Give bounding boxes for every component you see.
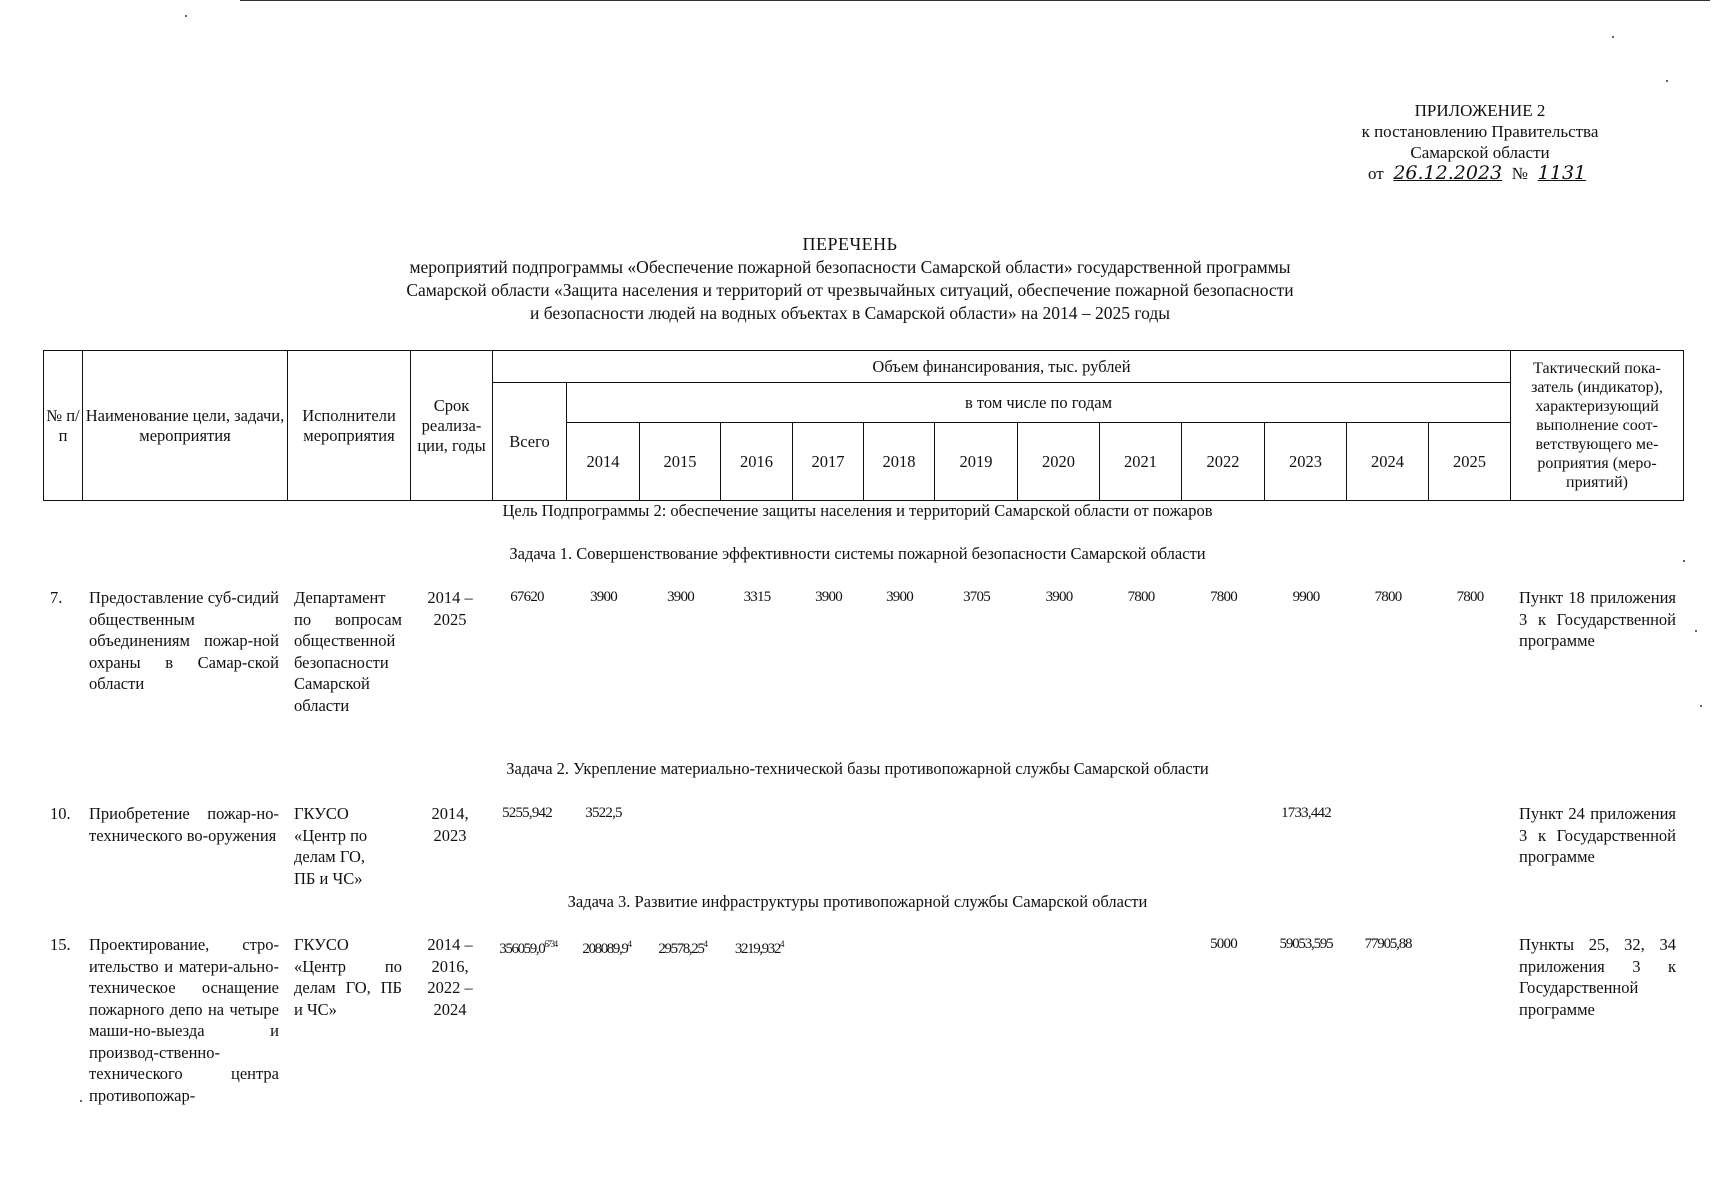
- row-indicator: Пункты 25, 32, 34 приложения 3 к Государственной программе: [1519, 935, 1676, 1019]
- year-header: 2025: [1429, 423, 1511, 501]
- row-year-2023: 9900: [1292, 589, 1320, 605]
- year-header: 2014: [567, 423, 640, 501]
- year-header: 2020: [1018, 423, 1100, 501]
- task-1: Задача 1. Совершенствование эффективности системы пожарной безопасности Самарской области: [509, 544, 1206, 563]
- row-year-2017: 3900: [815, 589, 842, 605]
- row-year-2015: 29578,25$^4$: [658, 939, 707, 957]
- document-title: [300, 233, 1400, 325]
- col-header-executors: Исполнители мероприятия: [288, 351, 411, 501]
- title-line1: мероприятий подпрограммы «Обеспечение пожарной безопасности Самарской области» государственной программы: [409, 257, 1291, 277]
- row-year-2020: 3900: [1045, 589, 1073, 605]
- scan-speck: [185, 15, 187, 17]
- row-year-2014: 208089,9$^4$: [582, 939, 631, 957]
- row-indicator: Пункт 18 приложения 3 к Государственной программе: [1519, 588, 1676, 650]
- row-year-2014: 3900: [590, 589, 617, 605]
- year-header: 2018: [864, 423, 935, 501]
- col-header-num: № п/п: [44, 351, 83, 501]
- year-header: 2022: [1182, 423, 1265, 501]
- col-header-by-years: в том числе по годам: [567, 383, 1511, 423]
- row-total: 67620: [510, 589, 544, 605]
- row-period: 2014, 2023: [431, 804, 469, 845]
- row-year-2025: 7800: [1456, 589, 1484, 605]
- title-head: ПЕРЕЧЕНЬ: [802, 234, 898, 254]
- row-name: Приобретение пожар-но-технического во-оружения: [89, 804, 279, 845]
- col-header-indicator: Тактический пока-затель (индикатор), характеризующий выполнение соот-ветствующего ме-роприятия (меро-приятий): [1511, 351, 1684, 501]
- row-period: 2014 – 2016, 2022 – 2024: [427, 935, 473, 1019]
- row-year-2014: 3522,5: [585, 805, 622, 821]
- row-name: Проектирование, стро-ительство и матери-ально-техническое оснащение пожарного депо на четыре маши-но-выезда и производ-ственно-технического центра противопожар-: [89, 935, 279, 1105]
- row-year-2024: 7800: [1374, 589, 1402, 605]
- scan-speck: [1683, 560, 1685, 562]
- row-year-2022: 5000: [1210, 936, 1237, 952]
- scan-speck: [1612, 36, 1614, 38]
- row-executor: Департамент по вопросам общественной безопасности Самарской области: [294, 588, 402, 715]
- col-header-total: Всего: [493, 383, 567, 501]
- year-header: 2016: [721, 423, 793, 501]
- row-year-2016: 3219,932$^4$: [734, 939, 784, 957]
- year-header: 2017: [793, 423, 864, 501]
- appendix-date-line: [1330, 163, 1630, 184]
- title-line3: и безопасности людей на водных объектах в Самарской области» на 2014 – 2025 годы: [529, 303, 1171, 323]
- header-table: [43, 350, 1684, 501]
- title-line2: Самарской области «Защита населения и территорий от чрезвычайных ситуаций, обеспечение пожарной безопасности: [406, 280, 1294, 300]
- row-total: $356059,0^{6734}$: [499, 939, 557, 957]
- year-header: 2024: [1347, 423, 1429, 501]
- row-year-2023: 59053,595: [1279, 936, 1333, 952]
- row-num: 7.: [50, 588, 63, 607]
- row-year-2022: 7800: [1210, 589, 1237, 605]
- row-year-2015: 3900: [667, 589, 694, 605]
- appendix-line3: Самарской области: [1410, 143, 1550, 162]
- row-period: 2014 – 2025: [427, 588, 473, 629]
- row-year-2024: 77905,88: [1364, 936, 1412, 952]
- year-header: 2021: [1100, 423, 1182, 501]
- handwritten-date: 26.12.2023: [1393, 162, 1503, 184]
- row-year-2016: 3315: [743, 589, 771, 605]
- year-header: 2019: [935, 423, 1018, 501]
- date-prefix: от: [1368, 164, 1384, 183]
- task-3: Задача 3. Развитие инфраструктуры противопожарной службы Самарской области: [567, 892, 1148, 911]
- task-2: Задача 2. Укрепление материально-технической базы противопожарной службы Самарской области: [506, 759, 1209, 778]
- appendix-line2: к постановлению Правительства: [1361, 122, 1599, 141]
- col-header-funding: Объем финансирования, тыс. рублей: [493, 351, 1511, 383]
- row-num: 10.: [50, 804, 71, 823]
- year-header: 2023: [1265, 423, 1347, 501]
- row-executor: ГКУСО «Центр по делам ГО, ПБ и ЧС»: [294, 804, 368, 888]
- col-header-name: Наименование цели, задачи, мероприятия: [83, 351, 288, 501]
- handwritten-number: 1131: [1537, 162, 1587, 184]
- scan-speck: [1666, 80, 1668, 82]
- appendix-block: [1330, 100, 1630, 184]
- row-name: Предоставление суб-сидий общественным объединениям пожар-ной охраны в Самар-ской области: [89, 588, 279, 693]
- goal-line: Цель Подпрограммы 2: обеспечение защиты населения и территорий Самарской области от пожаров: [502, 501, 1213, 520]
- scan-speck: [80, 1100, 82, 1102]
- row-year-2019: 3705: [963, 589, 990, 605]
- row-year-2023: 1733,442: [1281, 805, 1331, 821]
- row-indicator: Пункт 24 приложения 3 к Государственной программе: [1519, 804, 1676, 866]
- top-edge-line: [240, 0, 1710, 1]
- row-year-2018: 3900: [886, 589, 913, 605]
- year-header: 2015: [640, 423, 721, 501]
- row-year-2021: 7800: [1127, 589, 1155, 605]
- appendix-title: ПРИЛОЖЕНИЕ 2: [1414, 101, 1546, 120]
- row-num: 15.: [50, 935, 71, 954]
- col-header-period: Срок реализа-ции, годы: [411, 351, 493, 501]
- number-prefix: №: [1511, 164, 1528, 183]
- scan-speck: [1695, 630, 1697, 632]
- row-total: 5255,942: [502, 805, 552, 821]
- row-executor: ГКУСО «Центр по делам ГО, ПБ и ЧС»: [294, 935, 402, 1019]
- scan-speck: [1700, 705, 1702, 707]
